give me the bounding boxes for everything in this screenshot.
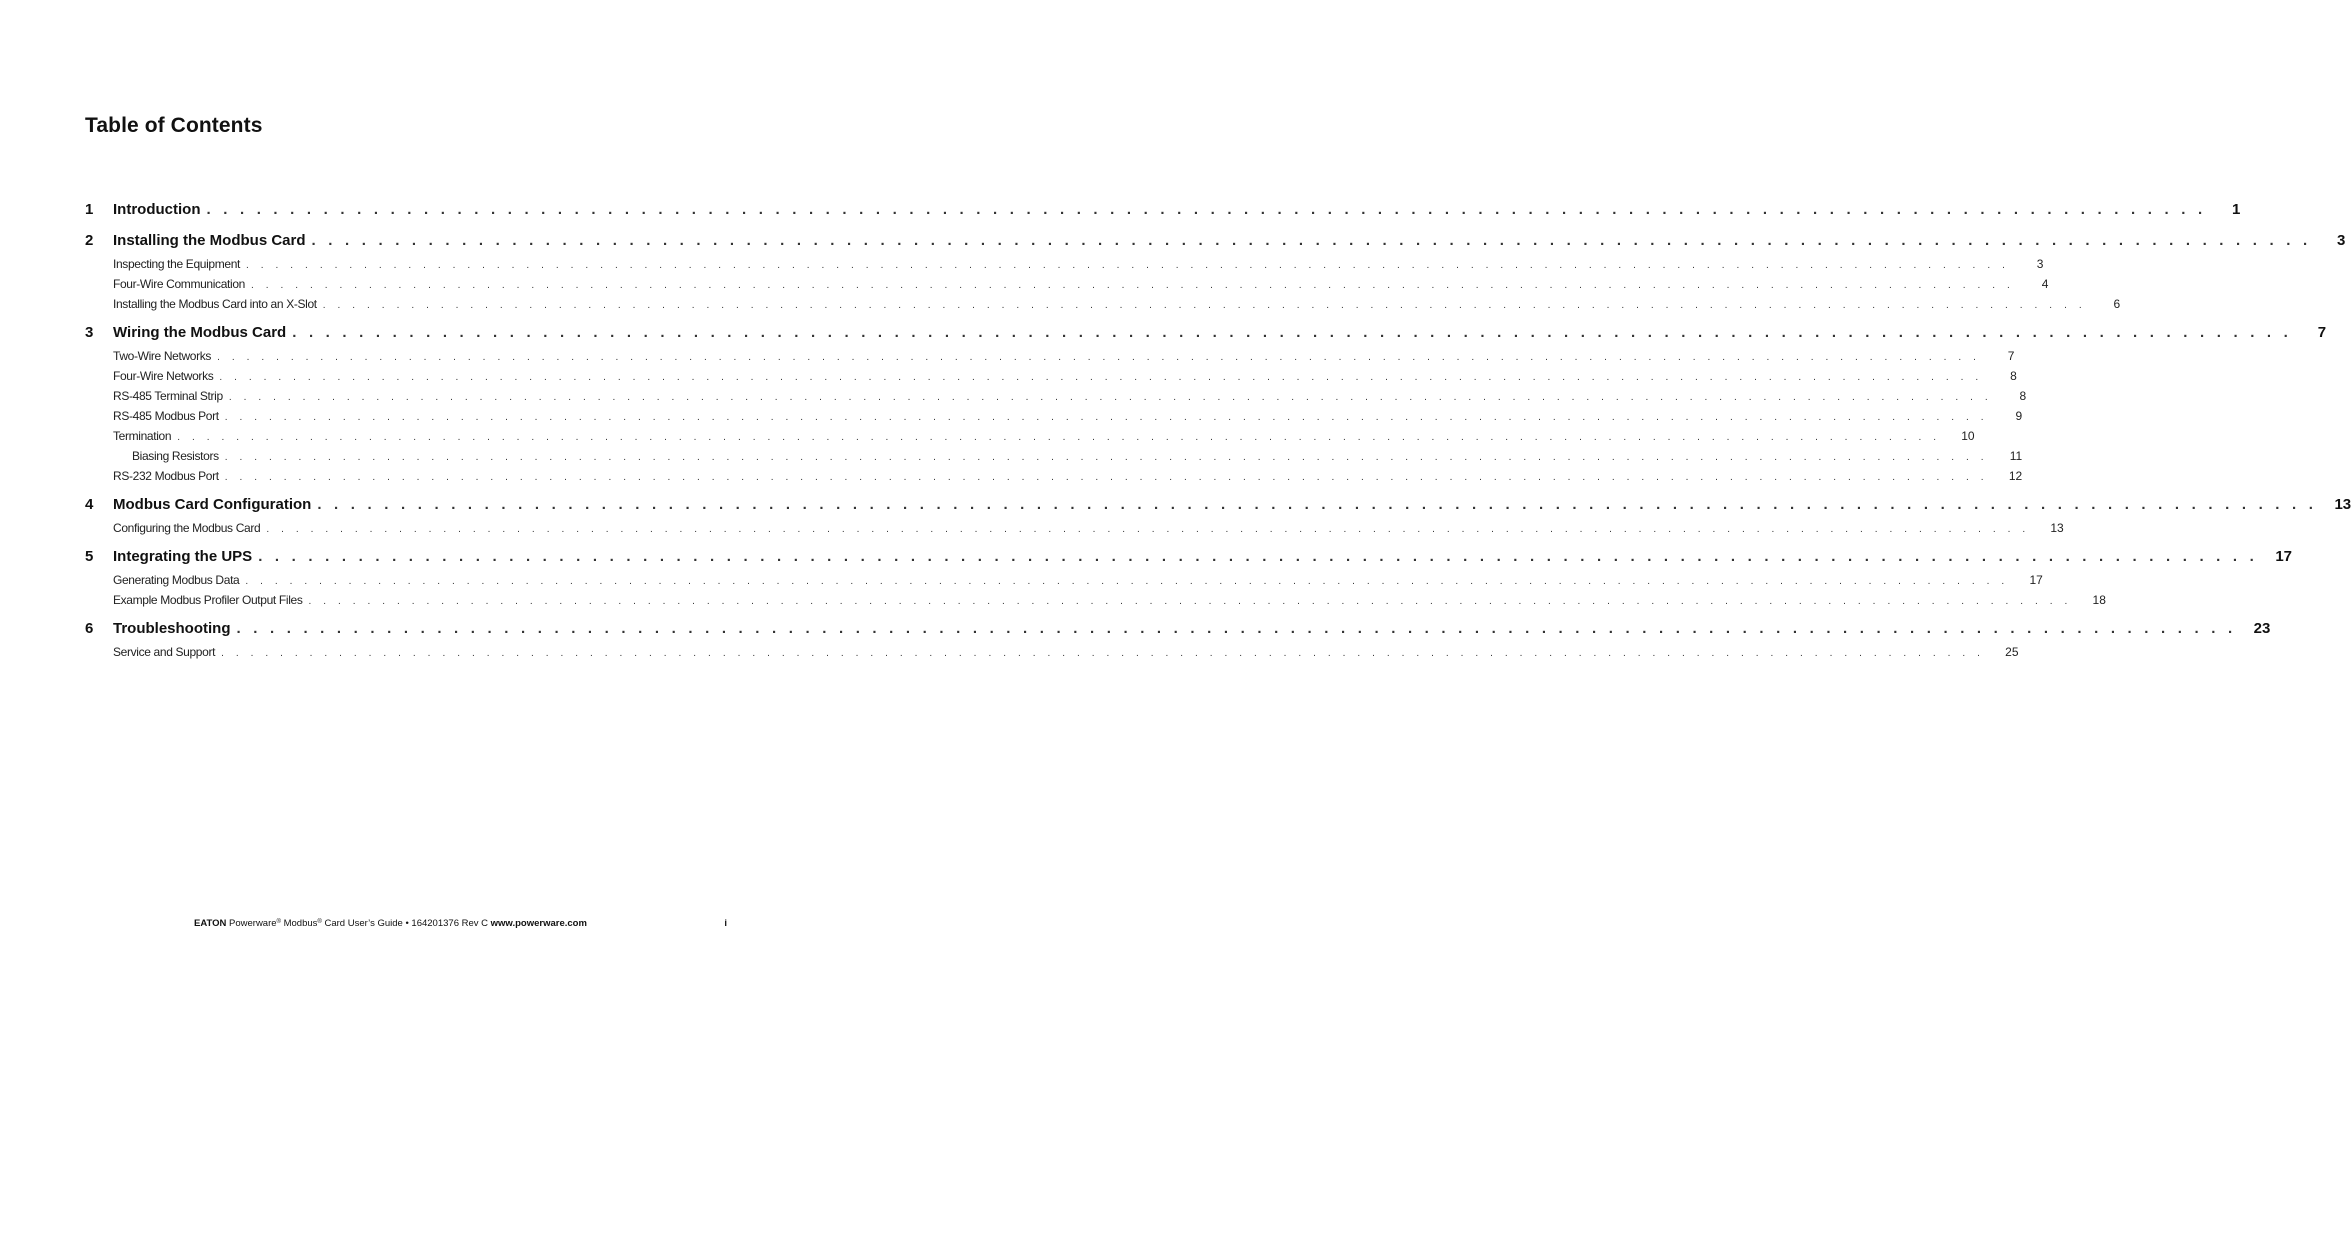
- toc-section-page: 4: [2014, 274, 2048, 294]
- toc-section-entry: [85, 590, 2106, 610]
- toc-chapter-entry: [85, 196, 2241, 223]
- footer-guide-title: Card User’s Guide: [324, 918, 403, 929]
- toc-section-page: 12: [1988, 466, 2022, 486]
- toc-section-entry: [85, 466, 2023, 486]
- toc-section-entry: [85, 518, 2064, 538]
- toc-dot-leader: . . . . . . . . . . . . . . . . . . . . . . . . . . . . . . . . . . . . . . . . . . . . . . . . . . . . . . . . . . . . . . . . . . . . . . . . . . . . . . . . . . . . . . . . . . . . . . . . . . . . . . . . . . . . . . . . . . . . . . . .: [246, 260, 2010, 271]
- footer-bullet: •: [405, 918, 409, 929]
- toc-chapter-number: 4: [85, 496, 94, 513]
- toc-dot-leader: . . . . . . . . . . . . . . . . . . . . . . . . . . . . . . . . . . . . . . . . . . . . . . . . . . . . . . . . . . . . . . . . . . . . . . . . . . . . . . . . . . . . . . . . . . . . . . . . . . . . . . . . . . . . . . . . . . . . . . . .: [224, 412, 1989, 423]
- toc-chapter-title: Introduction: [113, 196, 206, 223]
- toc-section-title: Installing the Modbus Card into an X-Slot: [113, 294, 323, 314]
- toc-section-page: 25: [1985, 642, 2019, 662]
- toc-chapter-number: 3: [85, 324, 94, 341]
- toc-dot-leader: . . . . . . . . . . . . . . . . . . . . . . . . . . . . . . . . . . . . . . . . . . . . . . . . . . . . . . . . . . . . . . . . . . . . . . . . . . . . . . . . . . . . . . . . . . . . . . . . . . . . . . . . . . . . . . . . . . . . . . . .: [258, 548, 2259, 565]
- footer-doc-number: 164201376 Rev C: [411, 918, 489, 929]
- toc-chapter-title: Modbus Card Configuration: [113, 491, 317, 518]
- toc-section-title: Four-Wire Communication: [113, 274, 251, 294]
- toc-chapter-entry: [85, 227, 2346, 254]
- toc-chapter-title: Installing the Modbus Card: [113, 227, 312, 254]
- toc-section-entry: [85, 294, 2121, 314]
- toc-section-entry: [85, 366, 2017, 386]
- toc-chapter-number: 6: [85, 620, 94, 637]
- toc-section-page: 7: [1980, 346, 2014, 366]
- toc-chapter-page: 13: [2317, 491, 2351, 518]
- footer-registered-mark: ®: [276, 919, 281, 925]
- toc-section-entry: [85, 570, 2043, 590]
- toc-section-title: Example Modbus Profiler Output Files: [113, 590, 308, 610]
- toc-chapter-title: Wiring the Modbus Card: [113, 319, 292, 346]
- toc-dot-leader: . . . . . . . . . . . . . . . . . . . . . . . . . . . . . . . . . . . . . . . . . . . . . . . . . . . . . . . . . . . . . . . . . . . . . . . . . . . . . . . . . . . . . . . . . . . . . . . . . . . . . . . . . . . . . . . . . . . . . . . .: [177, 432, 1941, 443]
- toc-section-entry: [85, 346, 2015, 366]
- toc-dot-leader: . . . . . . . . . . . . . . . . . . . . . . . . . . . . . . . . . . . . . . . . . . . . . . . . . . . . . . . . . . . . . . . . . . . . . . . . . . . . . . . . . . . . . . . . . . . . . . . . . . . . . . . . . . . . . . . . . . . . . . . .: [217, 352, 1981, 363]
- page-footer: [194, 918, 727, 929]
- toc-section-title: Inspecting the Equipment: [113, 254, 246, 274]
- toc-dot-leader: . . . . . . . . . . . . . . . . . . . . . . . . . . . . . . . . . . . . . . . . . . . . . . . . . . . . . . . . . . . . . . . . . . . . . . . . . . . . . . . . . . . . . . . . . . . . . . . . . . . . . . . . . . . . . . . . . . . . . . . .: [250, 280, 2015, 291]
- toc-dot-leader: . . . . . . . . . . . . . . . . . . . . . . . . . . . . . . . . . . . . . . . . . . . . . . . . . . . . . . . . . . . . . . . . . . . . . . . . . . . . . . . . . . . . . . . . . . . . . . . . . . . . . . . . . . . . . . . . . . . . . . . .: [224, 452, 1989, 463]
- toc-section-page: 11: [1988, 446, 2022, 466]
- toc-chapter-title: Troubleshooting: [113, 615, 237, 642]
- toc-chapter-entry: [85, 319, 2327, 346]
- toc-chapter-number: 1: [85, 201, 94, 218]
- toc-chapter-page: 7: [2292, 319, 2326, 346]
- toc-chapter-page: 17: [2258, 543, 2292, 570]
- toc-section-title: RS-485 Modbus Port: [113, 406, 225, 426]
- toc-section-page: 13: [2030, 518, 2064, 538]
- toc-section-page: 10: [1941, 426, 1975, 446]
- toc-section-page: 8: [1983, 366, 2017, 386]
- toc-section-title: Configuring the Modbus Card: [113, 518, 266, 538]
- toc-dot-leader: . . . . . . . . . . . . . . . . . . . . . . . . . . . . . . . . . . . . . . . . . . . . . . . . . . . . . . . . . . . . . . . . . . . . . . . . . . . . . . . . . . . . . . . . . . . . . . . . . . . . . . . . . . . . . . . . . . . . . . . .: [311, 232, 2312, 249]
- toc-section-entry: [85, 642, 2019, 662]
- toc-section-title: RS-232 Modbus Port: [113, 466, 225, 486]
- toc-section-entry: [85, 386, 2027, 406]
- toc-section-title: Four-Wire Networks: [113, 366, 219, 386]
- footer-product-powerware: Powerware: [229, 918, 277, 929]
- toc-dot-leader: . . . . . . . . . . . . . . . . . . . . . . . . . . . . . . . . . . . . . . . . . . . . . . . . . . . . . . . . . . . . . . . . . . . . . . . . . . . . . . . . . . . . . . . . . . . . . . . . . . . . . . . . . . . . . . . . . . . . . . . .: [266, 524, 2030, 535]
- footer-url: www.powerware.com: [490, 918, 587, 929]
- footer-registered-mark: ®: [317, 919, 322, 925]
- toc-section-page: 6: [2086, 294, 2120, 314]
- toc-dot-leader: . . . . . . . . . . . . . . . . . . . . . . . . . . . . . . . . . . . . . . . . . . . . . . . . . . . . . . . . . . . . . . . . . . . . . . . . . . . . . . . . . . . . . . . . . . . . . . . . . . . . . . . . . . . . . . . . . . . . . . . .: [236, 620, 2237, 637]
- footer-brand: EATON: [194, 918, 227, 929]
- toc-section-entry: [85, 406, 2023, 426]
- page-title: Table of Contents: [85, 114, 263, 137]
- toc-dot-leader: . . . . . . . . . . . . . . . . . . . . . . . . . . . . . . . . . . . . . . . . . . . . . . . . . . . . . . . . . . . . . . . . . . . . . . . . . . . . . . . . . . . . . . . . . . . . . . . . . . . . . . . . . . . . . . . . . . . . . . . .: [224, 472, 1989, 483]
- toc-dot-leader: . . . . . . . . . . . . . . . . . . . . . . . . . . . . . . . . . . . . . . . . . . . . . . . . . . . . . . . . . . . . . . . . . . . . . . . . . . . . . . . . . . . . . . . . . . . . . . . . . . . . . . . . . . . . . . . . . . . . . . . .: [245, 576, 2009, 587]
- toc-section-title: RS-485 Terminal Strip: [113, 386, 229, 406]
- toc-section-title: Two-Wire Networks: [113, 346, 217, 366]
- toc-chapter-number: 5: [85, 548, 94, 565]
- toc-dot-leader: . . . . . . . . . . . . . . . . . . . . . . . . . . . . . . . . . . . . . . . . . . . . . . . . . . . . . . . . . . . . . . . . . . . . . . . . . . . . . . . . . . . . . . . . . . . . . . . . . . . . . . . . . . . . . . . . . . . . . . . .: [219, 372, 1983, 383]
- toc-chapter-title: Integrating the UPS: [113, 543, 258, 570]
- toc-section-title: Generating Modbus Data: [113, 570, 245, 590]
- toc-section-page: 18: [2072, 590, 2106, 610]
- footer-page-number: i: [724, 918, 727, 929]
- toc-section-title: Biasing Resistors: [132, 446, 225, 466]
- footer-product-modbus: Modbus: [283, 918, 318, 929]
- toc-section-page: 3: [2009, 254, 2043, 274]
- toc-section-entry: [85, 274, 2049, 294]
- toc-dot-leader: . . . . . . . . . . . . . . . . . . . . . . . . . . . . . . . . . . . . . . . . . . . . . . . . . . . . . . . . . . . . . . . . . . . . . . . . . . . . . . . . . . . . . . . . . . . . . . . . . . . . . . . . . . . . . . . . . . . . . . . .: [322, 300, 2087, 311]
- toc-chapter-entry: [85, 543, 2293, 570]
- toc-dot-leader: . . . . . . . . . . . . . . . . . . . . . . . . . . . . . . . . . . . . . . . . . . . . . . . . . . . . . . . . . . . . . . . . . . . . . . . . . . . . . . . . . . . . . . . . . . . . . . . . . . . . . . . . . . . . . . . . . . . . . . . .: [221, 648, 1985, 659]
- toc-dot-leader: . . . . . . . . . . . . . . . . . . . . . . . . . . . . . . . . . . . . . . . . . . . . . . . . . . . . . . . . . . . . . . . . . . . . . . . . . . . . . . . . . . . . . . . . . . . . . . . . . . . . . . . . . . . . . . . . . . . . . . . .: [206, 201, 2207, 218]
- toc-dot-leader: . . . . . . . . . . . . . . . . . . . . . . . . . . . . . . . . . . . . . . . . . . . . . . . . . . . . . . . . . . . . . . . . . . . . . . . . . . . . . . . . . . . . . . . . . . . . . . . . . . . . . . . . . . . . . . . . . . . . . . . .: [228, 392, 1993, 403]
- toc-chapter-page: 1: [2206, 196, 2240, 223]
- toc-section-entry: [85, 426, 1975, 446]
- toc-chapter-number: 2: [85, 232, 94, 249]
- toc-section-entry: [85, 446, 2023, 466]
- toc-chapter-entry: [85, 491, 2351, 518]
- toc-section-title: Termination: [113, 426, 177, 446]
- toc-section-entry: [85, 254, 2044, 274]
- toc-section-page: 17: [2009, 570, 2043, 590]
- toc-section-page: 9: [1988, 406, 2022, 426]
- toc-dot-leader: . . . . . . . . . . . . . . . . . . . . . . . . . . . . . . . . . . . . . . . . . . . . . . . . . . . . . . . . . . . . . . . . . . . . . . . . . . . . . . . . . . . . . . . . . . . . . . . . . . . . . . . . . . . . . . . . . . . . . . . .: [317, 496, 2318, 513]
- table-of-contents: [85, 196, 2351, 663]
- toc-section-page: 8: [1992, 386, 2026, 406]
- toc-dot-leader: . . . . . . . . . . . . . . . . . . . . . . . . . . . . . . . . . . . . . . . . . . . . . . . . . . . . . . . . . . . . . . . . . . . . . . . . . . . . . . . . . . . . . . . . . . . . . . . . . . . . . . . . . . . . . . . . . . . . . . . .: [292, 324, 2293, 341]
- toc-dot-leader: . . . . . . . . . . . . . . . . . . . . . . . . . . . . . . . . . . . . . . . . . . . . . . . . . . . . . . . . . . . . . . . . . . . . . . . . . . . . . . . . . . . . . . . . . . . . . . . . . . . . . . . . . . . . . . . . . . . . . . . .: [308, 596, 2072, 607]
- toc-chapter-page: 23: [2236, 615, 2270, 642]
- toc-chapter-page: 3: [2311, 227, 2345, 254]
- toc-section-title: Service and Support: [113, 642, 221, 662]
- toc-chapter-entry: [85, 615, 2271, 642]
